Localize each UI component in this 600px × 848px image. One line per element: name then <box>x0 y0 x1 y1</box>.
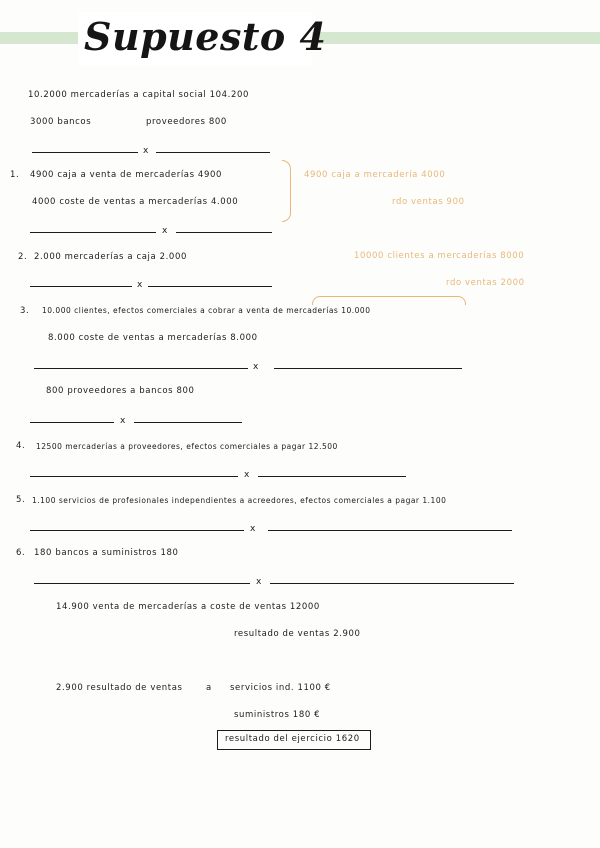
closing-line-3-a: a <box>206 683 212 693</box>
closing-line-4: suministros 180 € <box>234 710 321 720</box>
closing-line-3-right: servicios ind. 1100 € <box>230 683 331 693</box>
opening-line-2-right: proveedores 800 <box>146 117 227 127</box>
separator-line <box>34 368 248 369</box>
opening-line-2-left: 3000 bancos <box>30 117 92 127</box>
entry-1-line-2: 4000 coste de ventas a mercaderías 4.000 <box>32 197 239 207</box>
entry-3-line-2: 8.000 coste de ventas a mercaderías 8.000 <box>48 333 258 343</box>
separator-line <box>30 476 238 477</box>
separator-mark: x <box>137 280 143 290</box>
separator-line <box>30 422 114 423</box>
entry-3-line-1: 10.000 clientes, efectos comerciales a cobrar a venta de mercaderías 10.000 <box>42 306 371 315</box>
separator-line <box>258 476 406 477</box>
entry-1-note-2: rdo ventas 900 <box>392 197 465 207</box>
entry-2-note-1: 10000 clientes a mercaderías 8000 <box>354 251 525 261</box>
note-brace <box>282 160 291 222</box>
separator-line <box>134 422 242 423</box>
separator-line <box>176 232 272 233</box>
separator-mark: x <box>250 524 256 534</box>
entry-4-line-1: 12500 mercaderías a proveedores, efectos comerciales a pagar 12.500 <box>36 442 338 451</box>
separator-mark: x <box>162 226 168 236</box>
separator-line <box>30 530 244 531</box>
separator-line <box>270 583 514 584</box>
separator-line <box>30 286 132 287</box>
opening-line-1: 10.2000 mercaderías a capital social 104.200 <box>28 90 250 100</box>
entry-1-note-1: 4900 caja a mercadería 4000 <box>304 170 446 180</box>
separator-mark: x <box>256 577 262 587</box>
separator-line <box>148 286 272 287</box>
closing-line-1: 14.900 venta de mercaderías a coste de ventas 12000 <box>56 602 320 612</box>
entry-3-line-3: 800 proveedores a bancos 800 <box>46 386 195 396</box>
separator-line <box>156 152 270 153</box>
entry-2-number: 2. <box>18 252 28 262</box>
separator-mark: x <box>143 146 149 156</box>
separator-mark: x <box>244 470 250 480</box>
entry-5-line-1: 1.100 servicios de profesionales independientes a acreedores, efectos comerciales a pagar 1.100 <box>32 496 447 505</box>
entry-2-note-2: rdo ventas 2000 <box>446 278 525 288</box>
separator-line <box>32 152 138 153</box>
separator-line <box>30 232 156 233</box>
separator-mark: x <box>253 362 259 372</box>
entry-6-line-1: 180 bancos a suministros 180 <box>34 548 179 558</box>
separator-mark: x <box>120 416 126 426</box>
entry-4-number: 4. <box>16 441 26 451</box>
separator-line <box>268 530 512 531</box>
page-title: Supuesto 4 <box>84 14 327 59</box>
entry-2-line-1: 2.000 mercaderías a caja 2.000 <box>34 252 187 262</box>
entry-1-number: 1. <box>10 170 20 180</box>
entry-6-number: 6. <box>16 548 26 558</box>
separator-line <box>34 583 250 584</box>
entry-1-line-1: 4900 caja a venta de mercaderías 4900 <box>30 170 222 180</box>
closing-line-3-left: 2.900 resultado de ventas <box>56 683 183 693</box>
entry-3-number: 3. <box>20 306 30 316</box>
closing-line-2: resultado de ventas 2.900 <box>234 629 361 639</box>
result-text: resultado del ejercicio 1620 <box>225 734 360 744</box>
entry-5-number: 5. <box>16 495 26 505</box>
note-brace <box>312 296 466 305</box>
separator-line <box>274 368 462 369</box>
